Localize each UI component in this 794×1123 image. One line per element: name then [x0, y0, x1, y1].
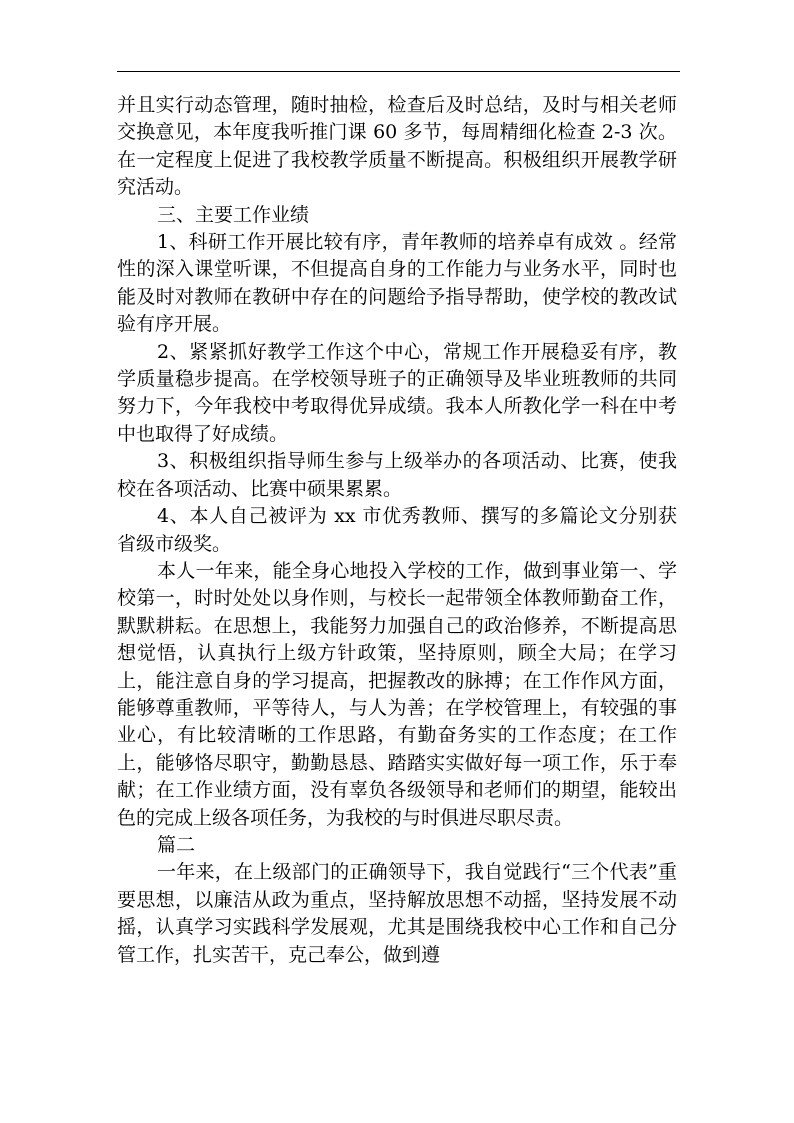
part-heading: 篇二 — [157, 833, 196, 856]
paragraph-achievement-3: 3、积极组织指导师生参与上级举办的各项活动、比赛，使我校在各项活动、比赛中硕果累累。 — [117, 450, 677, 500]
section-heading: 三、主要工作业绩 — [157, 203, 310, 226]
paragraph-achievement-2: 2、紧紧抓好教学工作这个中心，常规工作开展稳妥有序，教学质量稳步提高。在学校领导班子的正确领导及毕业班教师的共同努力下，今年我校中考取得优异成绩。我本人所教化学一科在中考中也取得了好成绩。 — [117, 340, 677, 445]
paragraph-summary: 本人一年来，能全身心地投入学校的工作，做到事业第一、学校第一，时时处处以身作则，与校长一起带领全体教师勤奋工作，默默耕耘。在思想上，我能努力加强自己的政治修养，不断提高思想觉悟，认真执行上级方针政策，坚持原则，顾全大局；在学习上，能注意自身的学习提高，把握教改的脉搏；在工作作风方面，能够尊重教师，平等待人，与人为善；在学校管理上，有较强的事业心，有比较清晰的工作思路，有勤奋务实的工作态度；在工作上，能够恪尽职守，勤勤恳恳、踏踏实实做好每一项工作，乐于奉献；在工作业绩方面，没有辜负各级领导和老师们的期望，能较出色的完成上级各项任务，为我校的与时俱进尽职尽责。 — [117, 559, 677, 829]
header-rule — [117, 71, 680, 72]
paragraph-achievement-1: 1、科研工作开展比较有序，青年教师的培养卓有成效 。经常性的深入课堂听课，不但提高自身的工作能力与业务水平，同时也能及时对教师在教研中存在的问题给予指导帮助，使学校的教改试验有序开展。 — [117, 231, 677, 336]
paragraph-achievement-4: 4、本人自己被评为 xx 市优秀教师、撰写的多篇论文分别获省级市级奖。 — [117, 505, 677, 555]
document-body — [117, 92, 677, 969]
paragraph-continuation: 并且实行动态管理，随时抽检，检查后及时总结，及时与相关老师交换意见，本年度我听推门课 60 多节，每周精细化检查 2-3 次。在一定程度上促进了我校教学质量不断提高。积极组织开展教学研究活动。 — [117, 94, 677, 199]
paragraph-part-two-intro: 一年来，在上级部门的正确领导下，我自觉践行“三个代表”重要思想，以廉洁从政为重点，坚持解放思想不动摇，坚持发展不动摇，认真学习实践科学发展观，尤其是围绕我校中心工作和自己分管工作，扎实苦干，克己奉公，做到遵 — [117, 861, 677, 966]
